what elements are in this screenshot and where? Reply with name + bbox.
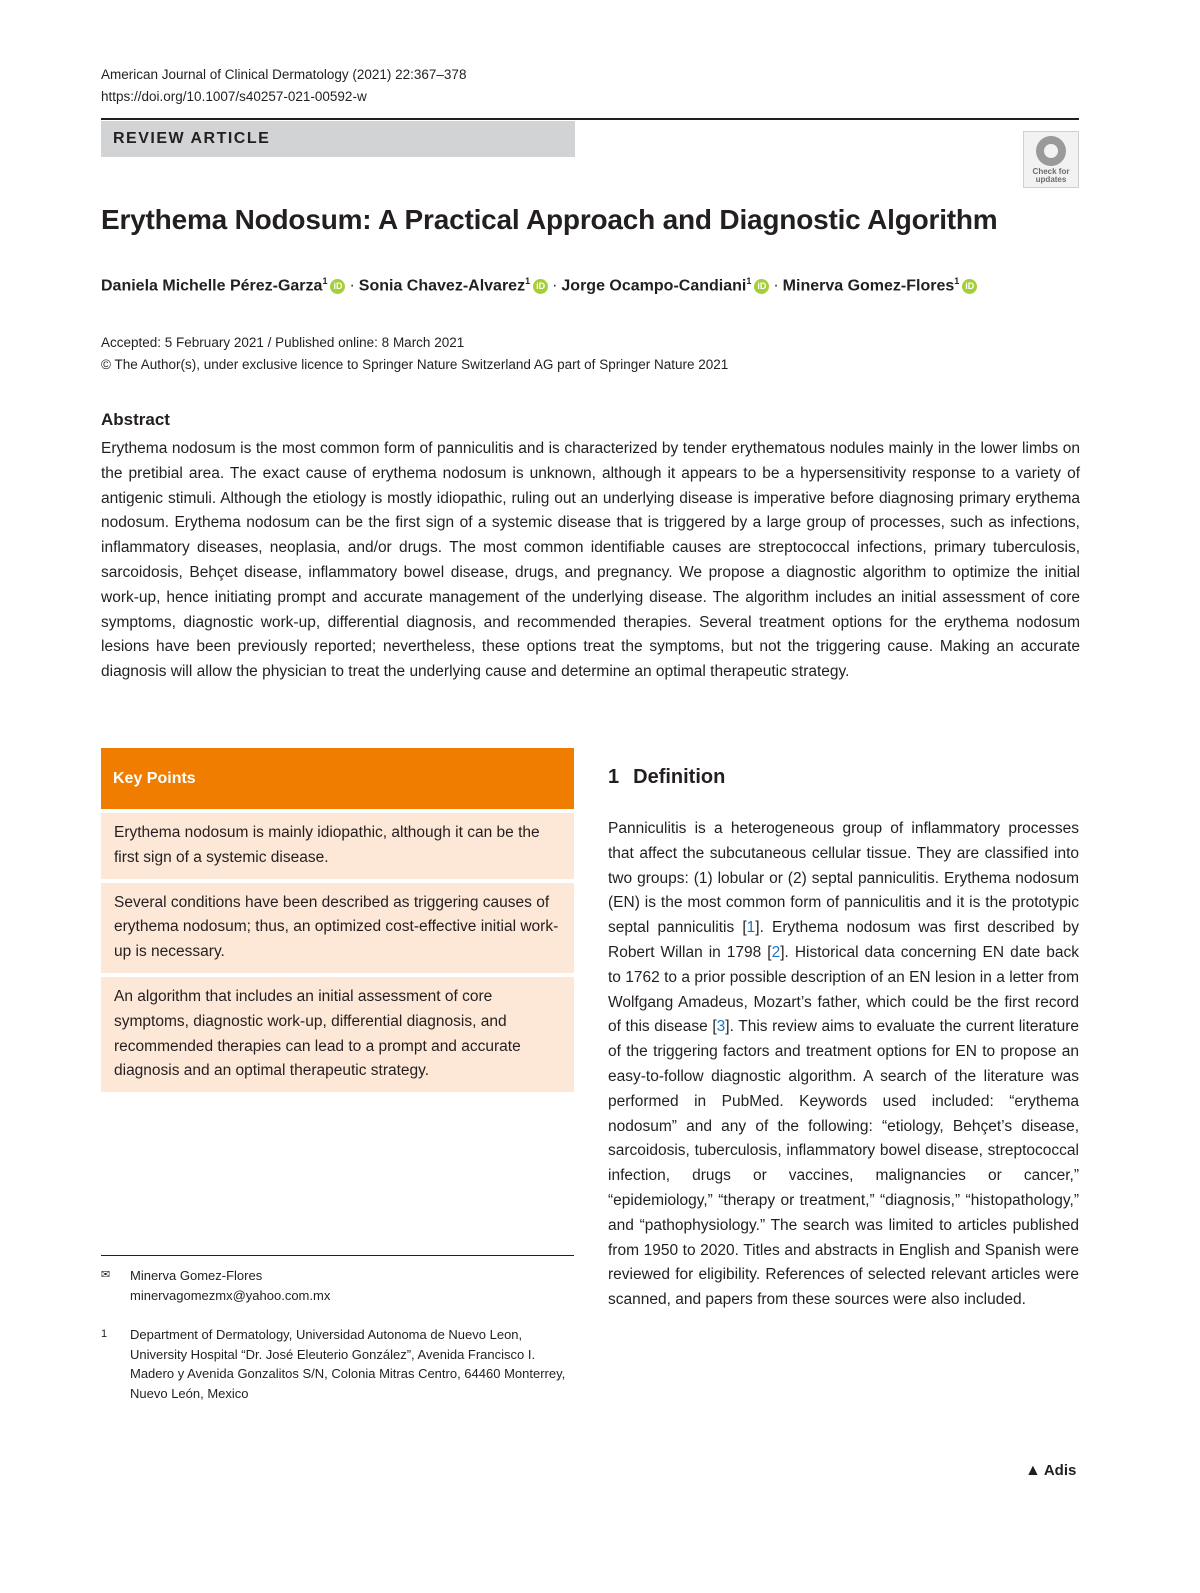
citation-link[interactable]: 2	[771, 943, 781, 961]
author-list	[101, 276, 977, 295]
crossmark-icon	[1036, 136, 1066, 166]
author-separator: ·	[349, 277, 355, 295]
author-name[interactable]: Minerva Gomez-Flores	[782, 277, 955, 295]
body-text: ]. Erythema nodosum was first described by Robert Willan in 1798 [	[608, 919, 1079, 961]
abstract-body: Erythema nodosum is the most common form of panniculitis and is characterized by tender erythematous nodules mainly in the lower limbs on the pretibial area. The exact cause of erythema nodosum is unknown, although it appears to be a hypersensitivity response to a variety of antigenic stimuli. Although the etiology is mostly idiopathic, ruling out an underlying disease is imperative before diagnosing primary erythema nodosum. Erythema nodosum can be the first sign of a systemic disease that is triggered by a large group of processes, such as infections, inflammatory diseases, neoplasia, and/or drugs. The most common identifiable causes are streptococcal infections, primary tuberculosis, sarcoidosis, Behçet disease, inflammatory bowel disease, drugs, and pregnancy. We propose a diagnostic algorithm to optimize the initial work-up, hence initiating prompt and accurate management of the underlying disease. The algorithm includes an initial assessment of core symptoms, diagnostic work-up, differential diagnosis, and recommended therapies. Several treatment options for the erythema nodosum lesions have been previously reported; nevertheless, these options treat the symptoms, but not the triggering cause. Making an accurate diagnosis will allow the physician to treat the underlying cause and determine an optimal therapeutic strategy.	[101, 440, 1080, 681]
contact-name: Minerva Gomez-Flores	[130, 1268, 263, 1283]
section-number: 1	[608, 766, 620, 788]
author-affiliation-mark: 1	[954, 276, 960, 286]
author-separator: ·	[773, 277, 779, 295]
journal-citation: American Journal of Clinical Dermatology (2021) 22:367–378	[101, 67, 467, 82]
check-for-updates-label: Check for updates	[1032, 167, 1070, 184]
body-text: Panniculitis is a heterogeneous group of inflammatory processes that affect the subcutaneous cellular tissue. They are classified into two groups: (1) lobular or (2) septal panniculitis. Erythema nodosum (EN) is the most common form of panniculitis and it is the prototypic septal panniculitis [	[608, 820, 1079, 937]
contact-email[interactable]: minervagomezmx@yahoo.com.mx	[130, 1287, 331, 1303]
author-name[interactable]: Jorge Ocampo-Candiani	[561, 277, 747, 295]
check-for-updates-badge[interactable]	[1023, 131, 1079, 188]
abstract-heading: Abstract	[101, 410, 170, 429]
publication-dates: Accepted: 5 February 2021 / Published online: 8 March 2021	[101, 335, 465, 350]
body-text: ]. This review aims to evaluate the current literature of the triggering factors and treatment options for EN to propose an easy-to-follow diagnostic algorithm. A search of the literature was performed in PubMed. Keywords used included: “erythema nodosum” and any of the following: “etiology, Behçet’s disease, sarcoidosis, tuberculosis, inflammatory bowel disease, streptococcal infection, drugs or vaccines, malignancies or cancer,” “epidemiology,” “therapy or treatment,” “diagnosis,” “histopathology,” and “pathophysiology.” The search was limited to articles published from 1950 to 2020. Titles and abstracts in English and Spanish were reviewed for eligibility. References of selected relevant articles were scanned, and papers from these sources were also included.	[608, 1018, 1080, 1309]
orcid-icon[interactable]: iD	[330, 279, 345, 294]
adis-logo-icon: ▲	[1025, 1462, 1041, 1479]
key-points-heading: Key Points	[101, 748, 574, 809]
section-body	[608, 817, 1079, 1313]
affiliation-footnote	[101, 1325, 574, 1403]
footnote-rule	[101, 1255, 574, 1256]
article-type-banner: REVIEW ARTICLE	[101, 121, 575, 157]
author-affiliation-mark: 1	[322, 276, 328, 286]
key-point-item: Several conditions have been described as triggering causes of erythema nodosum; thus, an optimized cost-effective initial work-up is necessary.	[101, 883, 574, 973]
publisher-logo	[1025, 1462, 1076, 1480]
author-separator: ·	[552, 277, 558, 295]
corresponding-author-footnote	[101, 1266, 574, 1305]
section-title: Definition	[633, 766, 726, 788]
body-text: ]. Historical data concerning EN date back to 1762 to a prior possible description of an EN lesion in a letter from Wolfgang Amadeus, Mozart’s father, which could be the first record of this disease [	[608, 943, 1079, 1036]
key-point-item: An algorithm that includes an initial assessment of core symptoms, diagnostic work-up, differential diagnosis, and recommended therapies can lead to a prompt and accurate diagnosis and an optimal therapeutic strategy.	[101, 977, 574, 1092]
affiliation-mark: 1	[101, 1328, 108, 1340]
article-title: Erythema Nodosum: A Practical Approach and Diagnostic Algorithm	[101, 204, 998, 235]
copyright-notice: © The Author(s), under exclusive licence to Springer Nature Switzerland AG part of Springer Nature 2021	[101, 357, 729, 372]
section-heading	[608, 766, 725, 789]
author-name[interactable]: Sonia Chavez-Alvarez	[358, 277, 526, 295]
header-rule	[101, 118, 1079, 120]
orcid-icon[interactable]: iD	[962, 279, 977, 294]
author-affiliation-mark: 1	[746, 276, 752, 286]
key-points-box	[101, 748, 574, 1092]
author-affiliation-mark: 1	[525, 276, 531, 286]
doi-link[interactable]: https://doi.org/10.1007/s40257-021-00592-w	[101, 89, 367, 104]
author-name[interactable]: Daniela Michelle Pérez-Garza	[101, 277, 323, 295]
email-icon: ✉	[101, 1269, 111, 1281]
orcid-icon[interactable]: iD	[533, 279, 548, 294]
orcid-icon[interactable]: iD	[754, 279, 769, 294]
citation-link[interactable]: 1	[746, 919, 756, 937]
key-point-item: Erythema nodosum is mainly idiopathic, although it can be the first sign of a systemic disease.	[101, 813, 574, 879]
citation-link[interactable]: 3	[716, 1018, 726, 1036]
publisher-name: Adis	[1043, 1462, 1077, 1479]
affiliation-text: Department of Dermatology, Universidad Autonoma de Nuevo Leon, University Hospital “Dr. José Eleuterio González”, Avenida Francisco I. Madero y Avenida Gonzalitos S/N, Colonia Mitras Centro, 64460 Monterrey, Nuevo León, Mexico	[130, 1327, 566, 1401]
